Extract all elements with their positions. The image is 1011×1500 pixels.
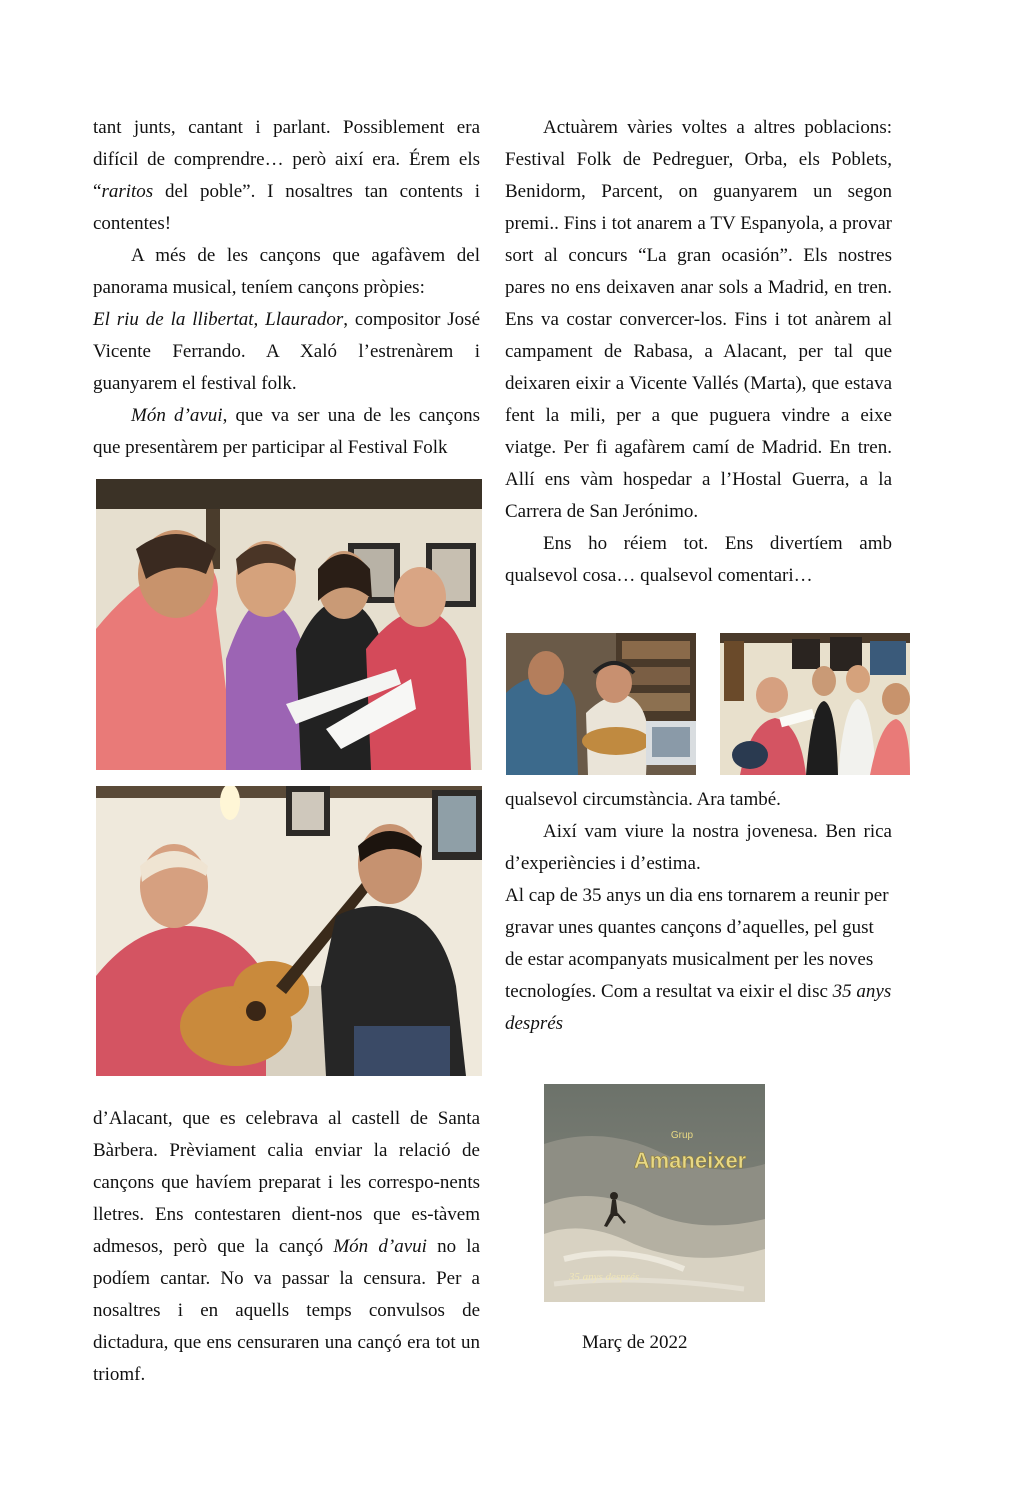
paragraph (93, 112, 480, 240)
text: , (253, 309, 266, 330)
text: Al cap de 35 anys un dia ens tornarem a reunir per gravar unes quantes cançons d’aquelles, pel gust de estar acompanyats musicalment per les noves tecnologíes. Com a resultat va eixir el disc (505, 885, 889, 1002)
paragraph (93, 400, 480, 464)
text: , compositor José Vicente Ferrando. A Xaló l’estrenàrem i guanyarem el festival folk. (93, 309, 480, 394)
text: d’Alacant, que es celebrava al castell de Santa Bàrbera. Prèviament calia enviar la relació de cançons que havíem preparat i les correspo-nents lletres. Ens contestaren dient-nos que es-tàvem admesos, però que la cançó (93, 1108, 480, 1257)
paragraph (93, 304, 480, 400)
song-title: El riu de la llibertat (93, 309, 254, 330)
song-title: Món d’avui (333, 1236, 427, 1257)
paragraph: Ens ho réiem tot. Ens divertíem amb qualsevol cosa… qualsevol comentari… (505, 533, 892, 586)
paragraph (505, 880, 892, 1040)
paragraph: Actuàrem vàries voltes a altres poblacions: Festival Folk de Pedreguer, Orba, els Poblets, Benidorm, Parcent, on guanyarem un segon premi.. Fins i tot anarem a TV Espanyola, a provar sort al concurs “La gran ocasión”. Els nostres pares no ens deixaven anar sols a Madrid, en tren. Ens va costar convercer-los. Fins i tot anàrem al campament de Rabasa, a Alacant, per tal que deixaren eixir a Vicente Vallés (Marta), que estava fent la mili, per a que puguera vindre a eixe viatge. Per fi agafàrem camí de Madrid. En tren. Allí ens vàm hospedar a l’Hostal Guerra, a la Carrera de San Jerónimo. (505, 117, 892, 522)
paragraph: Així vam viure la nostra jovenesa. Ben rica d’experiències i d’estima. (505, 821, 892, 874)
text: del poble”. I nosaltres tan contents i contentes! (93, 181, 480, 234)
paragraph: A més de les cançons que agafàvem del panorama musical, teníem cançons pròpies: (93, 245, 480, 298)
photo-guitar-player (96, 786, 482, 1076)
album-subtitle: 35 anys després (568, 1271, 640, 1283)
photo-recording-session (506, 633, 696, 775)
album-title: 35 anys després (505, 981, 892, 1034)
photo-group-rehearsal (720, 633, 910, 775)
photo-singers (96, 479, 482, 770)
song-title: Llaurador (265, 309, 344, 330)
right-column-middle (505, 784, 892, 1040)
left-column-bottom (93, 1103, 480, 1391)
left-column-top (93, 112, 480, 464)
album-cover (544, 1084, 765, 1302)
text: , que va ser una de les cançons que presentàrem per participar al Festival Folk (93, 405, 480, 458)
date-credit: Març de 2022 (582, 1332, 688, 1353)
paragraph (93, 1103, 480, 1391)
album-logo-line2: Amaneixer (633, 1148, 747, 1173)
text: tant junts, cantant i parlant. Possiblement era difícil de comprendre… però així era. Érem els “ (93, 117, 480, 202)
song-title: Món d’avui (131, 405, 223, 426)
album-logo-line1: Grup (670, 1130, 694, 1141)
paragraph: qualsevol circumstància. Ara també. (505, 789, 781, 810)
right-column-top (505, 112, 892, 592)
emphasis: raritos (101, 181, 154, 202)
text: no la podíem cantar. No va passar la censura. Per a nosaltres i en aquells temps convulsos de dictadura, que ens censuraren una cançó era tot un triomf. (93, 1236, 480, 1385)
